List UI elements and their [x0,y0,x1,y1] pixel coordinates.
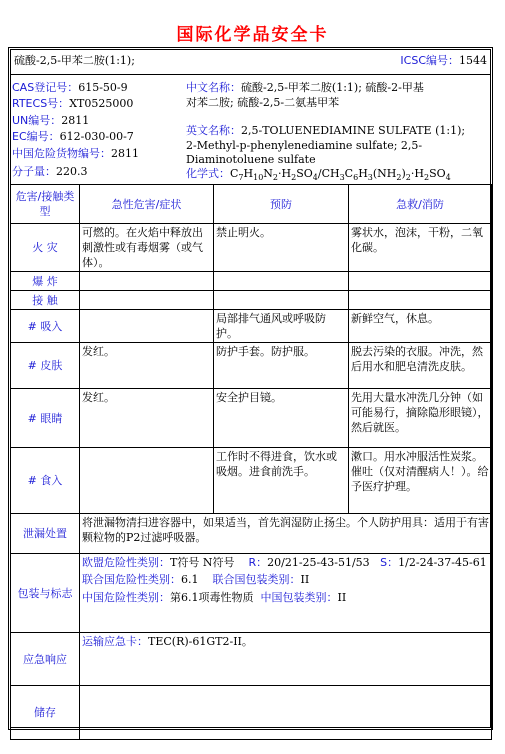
rtecs-value: XT0525000 [69,97,134,110]
pack-cn-class-label: 中国危险性类别： [82,591,170,604]
pack-r-value: 20/21-25-43-51/53 [267,556,370,569]
un-row [12,113,89,128]
table-row [11,633,492,686]
cn-name-value: 硫酸-2,5-甲苯二胺(1:1); 硫酸-2-甲基 [241,81,424,94]
row-label-skin: # 皮肤 [11,343,80,389]
table-row [11,224,492,272]
pack-cn-line [82,590,489,605]
icsc-label: ICSC编号： [400,54,459,67]
emergency-card-label: 运输应急卡： [82,635,148,648]
cn-name-line1 [186,80,424,95]
pack-eu-value: T符号 N符号 [170,556,235,569]
pack-un-class-label: 联合国危险性类别： [82,573,181,586]
pack-eu-line [82,555,489,570]
row-label-ingestion: # 食入 [11,448,80,514]
cas-row [12,80,128,95]
cell-aid: 漱口。用水冲服活性炭浆。催吐（仅对清醒病人！）。给予医疗护理。 [349,448,492,514]
mw-label: 分子量： [12,165,56,178]
cell-emergency [80,633,492,686]
un-value: 2811 [61,114,90,127]
table-row [11,291,492,310]
pack-s-label: S： [380,556,399,569]
row-label-contact: 接 触 [11,291,80,310]
table-row [11,343,492,389]
cn-goods-label: 中国危险货物编号： [12,147,111,160]
hazard-table [10,184,492,740]
table-header-row [11,185,492,224]
table-row [11,389,492,448]
header-symptoms: 急性危害/症状 [80,185,214,224]
row-label-fire: 火 灾 [11,224,80,272]
card-title: 国际化学品安全卡 [176,25,329,45]
row-label-storage: 储存 [11,686,80,740]
formula-value: $C_7H_{10}N_2\cdot H_2SO_4/CH_3C_6H_3(NH_2)_2\cdot H_2SO_4$ [230,167,451,183]
en-name-line1 [186,123,465,138]
cell-symptom [80,448,214,514]
formula-label: 化学式： [186,167,230,180]
cell-aid: 先用大量水冲洗几分钟（如可能易行，摘除隐形眼镜），然后就医。 [349,389,492,448]
ec-label: EC编号： [12,130,60,143]
cn-name-label: 中文名称： [186,81,241,94]
en-name-line2: 2-Methyl-p-phenylenediamine sulfate; 2,5- [186,139,423,152]
cell-prevention [214,291,349,310]
formula-row [186,166,451,185]
cell-prevention: 防护手套。防护服。 [214,343,349,389]
cn-goods-row [12,146,139,161]
table-row [11,272,492,291]
cell-aid: 脱去污染的衣服。冲洗，然后用水和肥皂清洗皮肤。 [349,343,492,389]
pack-cn-class-value: 第6.1项毒性物质 [170,591,254,604]
rtecs-row [12,96,133,111]
emergency-card-value: TEC(R)-61GT2-II。 [148,635,253,648]
cell-prevention: 安全护目镜。 [214,389,349,448]
cell-symptom [80,291,214,310]
cell-aid: 雾状水，泡沫，干粉，二氧化碳。 [349,224,492,272]
en-name-value: 2,5-TOLUENEDIAMINE SULFATE (1:1); [241,124,466,137]
ec-row [12,129,134,144]
cell-prevention: 局部排气通风或呼吸防护。 [214,310,349,343]
cell-aid: 新鲜空气，休息。 [349,310,492,343]
mw-value: 220.3 [56,165,88,178]
table-row [11,310,492,343]
header-first-aid: 急救/消防 [349,185,492,224]
cell-symptom: 发红。 [80,389,214,448]
rtecs-label: RTECS号： [12,97,70,110]
row-label-explosion: 爆 炸 [11,272,80,291]
mw-row [12,164,88,179]
cell-spill-text: 将泄漏物清扫进容器中，如果适当，首先润湿防止扬尘。个人防护用具：适用于有害颗粒物的P2过滤呼吸器。 [80,514,492,554]
cell-prevention: 工作时不得进食，饮水或吸烟。进食前洗手。 [214,448,349,514]
cell-prevention: 禁止明火。 [214,224,349,272]
row-label-spill: 泄漏处置 [11,514,80,554]
en-name-line3: Diaminotoluene sulfate [186,153,316,166]
row-label-inhalation: # 吸入 [11,310,80,343]
cell-symptom: 发红。 [80,343,214,389]
header-hazard-type: 危害/接触类型 [11,185,80,224]
cell-aid [349,291,492,310]
pack-s-value: 1/2-24-37-45-61 [398,556,487,569]
pack-un-pack-value: II [300,573,310,586]
icsc-value: 1544 [459,54,487,67]
un-label: UN编号： [12,114,62,127]
pack-cn-pack-label: 中国包装类别： [260,591,338,604]
row-label-packaging: 包装与标志 [11,554,80,633]
chemical-name-header: 硫酸-2,5-甲苯二胺(1:1); [14,54,135,67]
cn-name-line2: 对苯二胺; 硫酸-2,5-二氨基甲苯 [186,96,340,109]
cell-storage [80,686,492,740]
icsc-number [400,53,487,68]
en-name-label: 英文名称： [186,124,241,137]
table-row [11,686,492,740]
ec-value: 612-030-00-7 [59,130,134,143]
cell-prevention [214,272,349,291]
cell-aid [349,272,492,291]
cell-symptom: 可燃的。在火焰中释放出刺激性或有毒烟雾（或气体）。 [80,224,214,272]
divider-line [10,74,491,75]
table-row [11,514,492,554]
pack-un-line [82,572,489,587]
cell-symptom [80,272,214,291]
pack-un-pack-label: 联合国包装类别： [212,573,301,586]
pack-un-class-value: 6.1 [181,573,199,586]
cas-value: 615-50-9 [78,81,128,94]
cn-goods-value: 2811 [111,147,139,160]
cell-symptom [80,310,214,343]
pack-eu-label: 欧盟危险性类别： [82,556,170,569]
table-row [11,554,492,633]
header-prevention: 预防 [214,185,349,224]
cas-label: CAS登记号： [12,81,79,94]
pack-r-label: R： [248,556,268,569]
row-label-emergency: 应急响应 [11,633,80,686]
table-row [11,448,492,514]
cell-packaging [80,554,492,633]
pack-cn-pack-value: II [337,591,347,604]
row-label-eyes: # 眼睛 [11,389,80,448]
